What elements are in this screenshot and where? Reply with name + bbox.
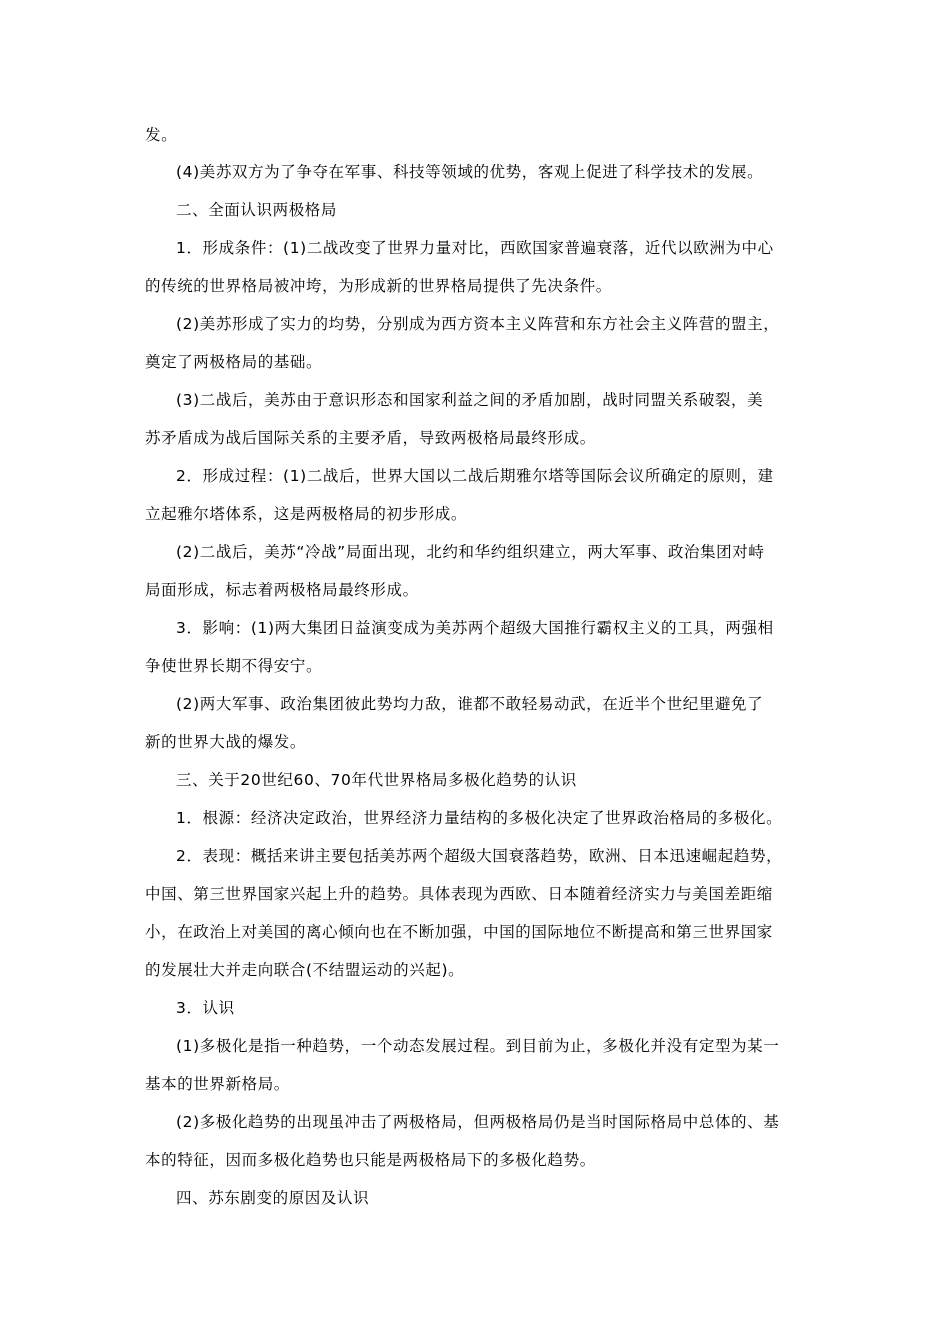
paragraph-line: 本的特征，因而多极化趋势也只能是两极格局下的多极化趋势。 bbox=[145, 1151, 596, 1169]
paragraph-line: 中国、第三世界国家兴起上升的趋势。具体表现为西欧、日本随着经济实力与美国差距缩 bbox=[145, 885, 773, 903]
paragraph-line: 3．认识 bbox=[176, 999, 235, 1017]
paragraph-line: 小，在政治上对美国的离心倾向也在不断加强，中国的国际地位不断提高和第三世界国家 bbox=[145, 923, 773, 941]
paragraph-line: 争使世界长期不得安宁。 bbox=[145, 657, 323, 675]
paragraph-line: (3)二战后，美苏由于意识形态和国家利益之间的矛盾加剧，战时同盟关系破裂，美 bbox=[176, 391, 764, 409]
paragraph-line: (2)两大军事、政治集团彼此势均力敌，谁都不敢轻易动武，在近半个世纪里避免了 bbox=[176, 695, 764, 713]
paragraph-line: (4)美苏双方为了争夺在军事、科技等领域的优势，客观上促进了科学技术的发展。 bbox=[176, 163, 764, 181]
paragraph-line: (1)多极化是指一种趋势，一个动态发展过程。到目前为止，多极化并没有定型为某一 bbox=[176, 1037, 780, 1055]
section-heading: 四、苏东剧变的原因及认识 bbox=[176, 1189, 370, 1207]
paragraph-line: 2．形成过程：(1)二战后，世界大国以二战后期雅尔塔等国际会议所确定的原则，建 bbox=[176, 467, 774, 485]
section-heading: 三、关于20世纪60、70年代世界格局多极化趋势的认识 bbox=[176, 771, 577, 789]
paragraph-line: 1．形成条件：(1)二战改变了世界力量对比，西欧国家普遍衰落，近代以欧洲为中心 bbox=[176, 239, 774, 257]
section-heading: 二、全面认识两极格局 bbox=[176, 201, 338, 219]
paragraph-line: 奠定了两极格局的基础。 bbox=[145, 353, 323, 371]
paragraph-line: 新的世界大战的爆发。 bbox=[145, 733, 307, 751]
paragraph-line: (2)二战后，美苏“冷战”局面出现，北约和华约组织建立，两大军事、政治集团对峙 bbox=[176, 543, 765, 561]
paragraph-line: (2)美苏形成了实力的均势，分别成为西方资本主义阵营和东方社会主义阵营的盟主， bbox=[176, 315, 780, 333]
paragraph-line: 3．影响：(1)两大集团日益演变成为美苏两个超级大国推行霸权主义的工具，两强相 bbox=[176, 619, 774, 637]
paragraph-line: 苏矛盾成为战后国际关系的主要矛盾，导致两极格局最终形成。 bbox=[145, 429, 596, 447]
paragraph-line: 1．根源：经济决定政治，世界经济力量结构的多极化决定了世界政治格局的多极化。 bbox=[176, 809, 783, 827]
paragraph-line: 的发展壮大并走向联合(不结盟运动的兴起)。 bbox=[145, 961, 465, 979]
paragraph-line: 2．表现：概括来讲主要包括美苏两个超级大国衰落趋势，欧洲、日本迅速崛起趋势， bbox=[176, 847, 783, 865]
paragraph-line: 局面形成，标志着两极格局最终形成。 bbox=[145, 581, 419, 599]
paragraph-line: (2)多极化趋势的出现虽冲击了两极格局，但两极格局仍是当时国际格局中总体的、基 bbox=[176, 1113, 780, 1131]
paragraph-line: 基本的世界新格局。 bbox=[145, 1075, 290, 1093]
paragraph-line: 立起雅尔塔体系，这是两极格局的初步形成。 bbox=[145, 505, 468, 523]
paragraph-line: 发。 bbox=[145, 126, 178, 144]
paragraph-line: 的传统的世界格局被冲垮，为形成新的世界格局提供了先决条件。 bbox=[145, 277, 612, 295]
